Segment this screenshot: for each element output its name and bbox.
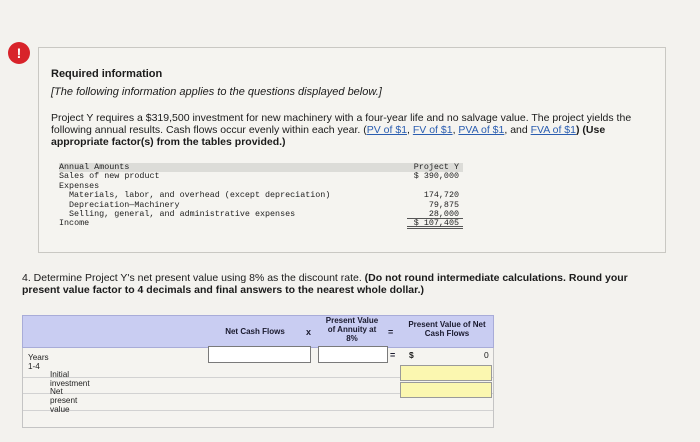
sales-label: Sales of new product — [59, 171, 160, 182]
sga-label: Selling, general, and administrative expenses — [69, 208, 296, 219]
annual-amounts-table — [59, 163, 463, 241]
row-equals: = — [390, 350, 396, 360]
materials-value: 174,720 — [423, 190, 459, 201]
income-value: $ 107,405 — [407, 219, 463, 228]
sga-value: 28,000 — [407, 210, 463, 219]
alert-icon: ! — [8, 42, 30, 64]
net-present-value-label: Net present value — [50, 387, 78, 414]
required-info-note: [The following information applies to the questions displayed below.] — [51, 86, 382, 98]
amounts-row — [59, 219, 463, 228]
equals-operator: = — [388, 327, 394, 337]
pv-net-header-line2: Cash Flows — [424, 329, 470, 338]
materials-label: Materials, labor, and overhead (except depreciation) — [69, 190, 331, 201]
pv-annuity-header-line1: Present Value — [325, 316, 379, 325]
fv-of-1-link[interactable]: FV of $1 — [412, 124, 453, 136]
amounts-row — [59, 210, 463, 219]
income-label: Income — [59, 218, 90, 229]
net-cash-flows-input[interactable] — [208, 346, 311, 363]
amounts-row — [59, 172, 463, 181]
required-info-title: Required information — [51, 68, 163, 80]
initial-investment-label: Initial investment — [50, 370, 90, 388]
instruction-bold: (Use appropriate factor(s) from the tables provided.) — [51, 124, 606, 148]
pv-annuity-header-line3: 8% — [346, 334, 358, 343]
years-1-4-label: Years 1-4 — [28, 353, 49, 371]
question-instructions: (Do not round intermediate calculations. Round your present value factor to 4 decimals and final answers to the nearest whole dollar.) — [22, 272, 628, 296]
pv-net-cash-flows-value: 0 — [484, 350, 489, 360]
depreciation-value: 79,875 — [428, 199, 459, 210]
pv-factor-input[interactable] — [318, 346, 388, 363]
project-text: Project Y requires a $319,500 investment for new machinery with a four-year life and no salvage value. The project yields the following annual results. Cash flows occur evenly within each year. ( — [51, 112, 632, 136]
close-paren: ) — [575, 124, 583, 136]
net-cash-flows-header: Net Cash Flows — [225, 327, 285, 336]
depreciation-label: Depreciation—Machinery — [69, 199, 180, 210]
row-divider — [23, 410, 493, 411]
question-4 — [22, 272, 662, 296]
sep: , — [452, 124, 459, 136]
project-description — [51, 112, 657, 148]
expenses-label: Expenses — [59, 180, 100, 191]
sep: , — [407, 124, 413, 136]
project-y-header: Project Y — [413, 162, 459, 172]
pv-annuity-header-line2: of Annuity at — [327, 325, 377, 334]
sales-value: $ 390,000 — [413, 171, 459, 182]
amounts-header-label: Annual Amounts — [59, 162, 130, 172]
question-text: 4. Determine Project Y's net present value using 8% as the discount rate. — [22, 272, 365, 284]
pva-of-1-link[interactable]: PVA of $1 — [458, 124, 505, 136]
pv-of-1-link[interactable]: PV of $1 — [366, 124, 408, 136]
dollar-sign: $ — [409, 350, 414, 360]
times-operator: x — [306, 327, 312, 337]
net-present-value-input[interactable] — [400, 382, 492, 398]
required-information-panel — [38, 47, 666, 253]
sep: , and — [504, 124, 531, 136]
initial-investment-input[interactable] — [400, 365, 492, 381]
pv-net-header-line1: Present Value of Net — [408, 320, 486, 329]
fva-of-1-link[interactable]: FVA of $1 — [530, 124, 576, 136]
